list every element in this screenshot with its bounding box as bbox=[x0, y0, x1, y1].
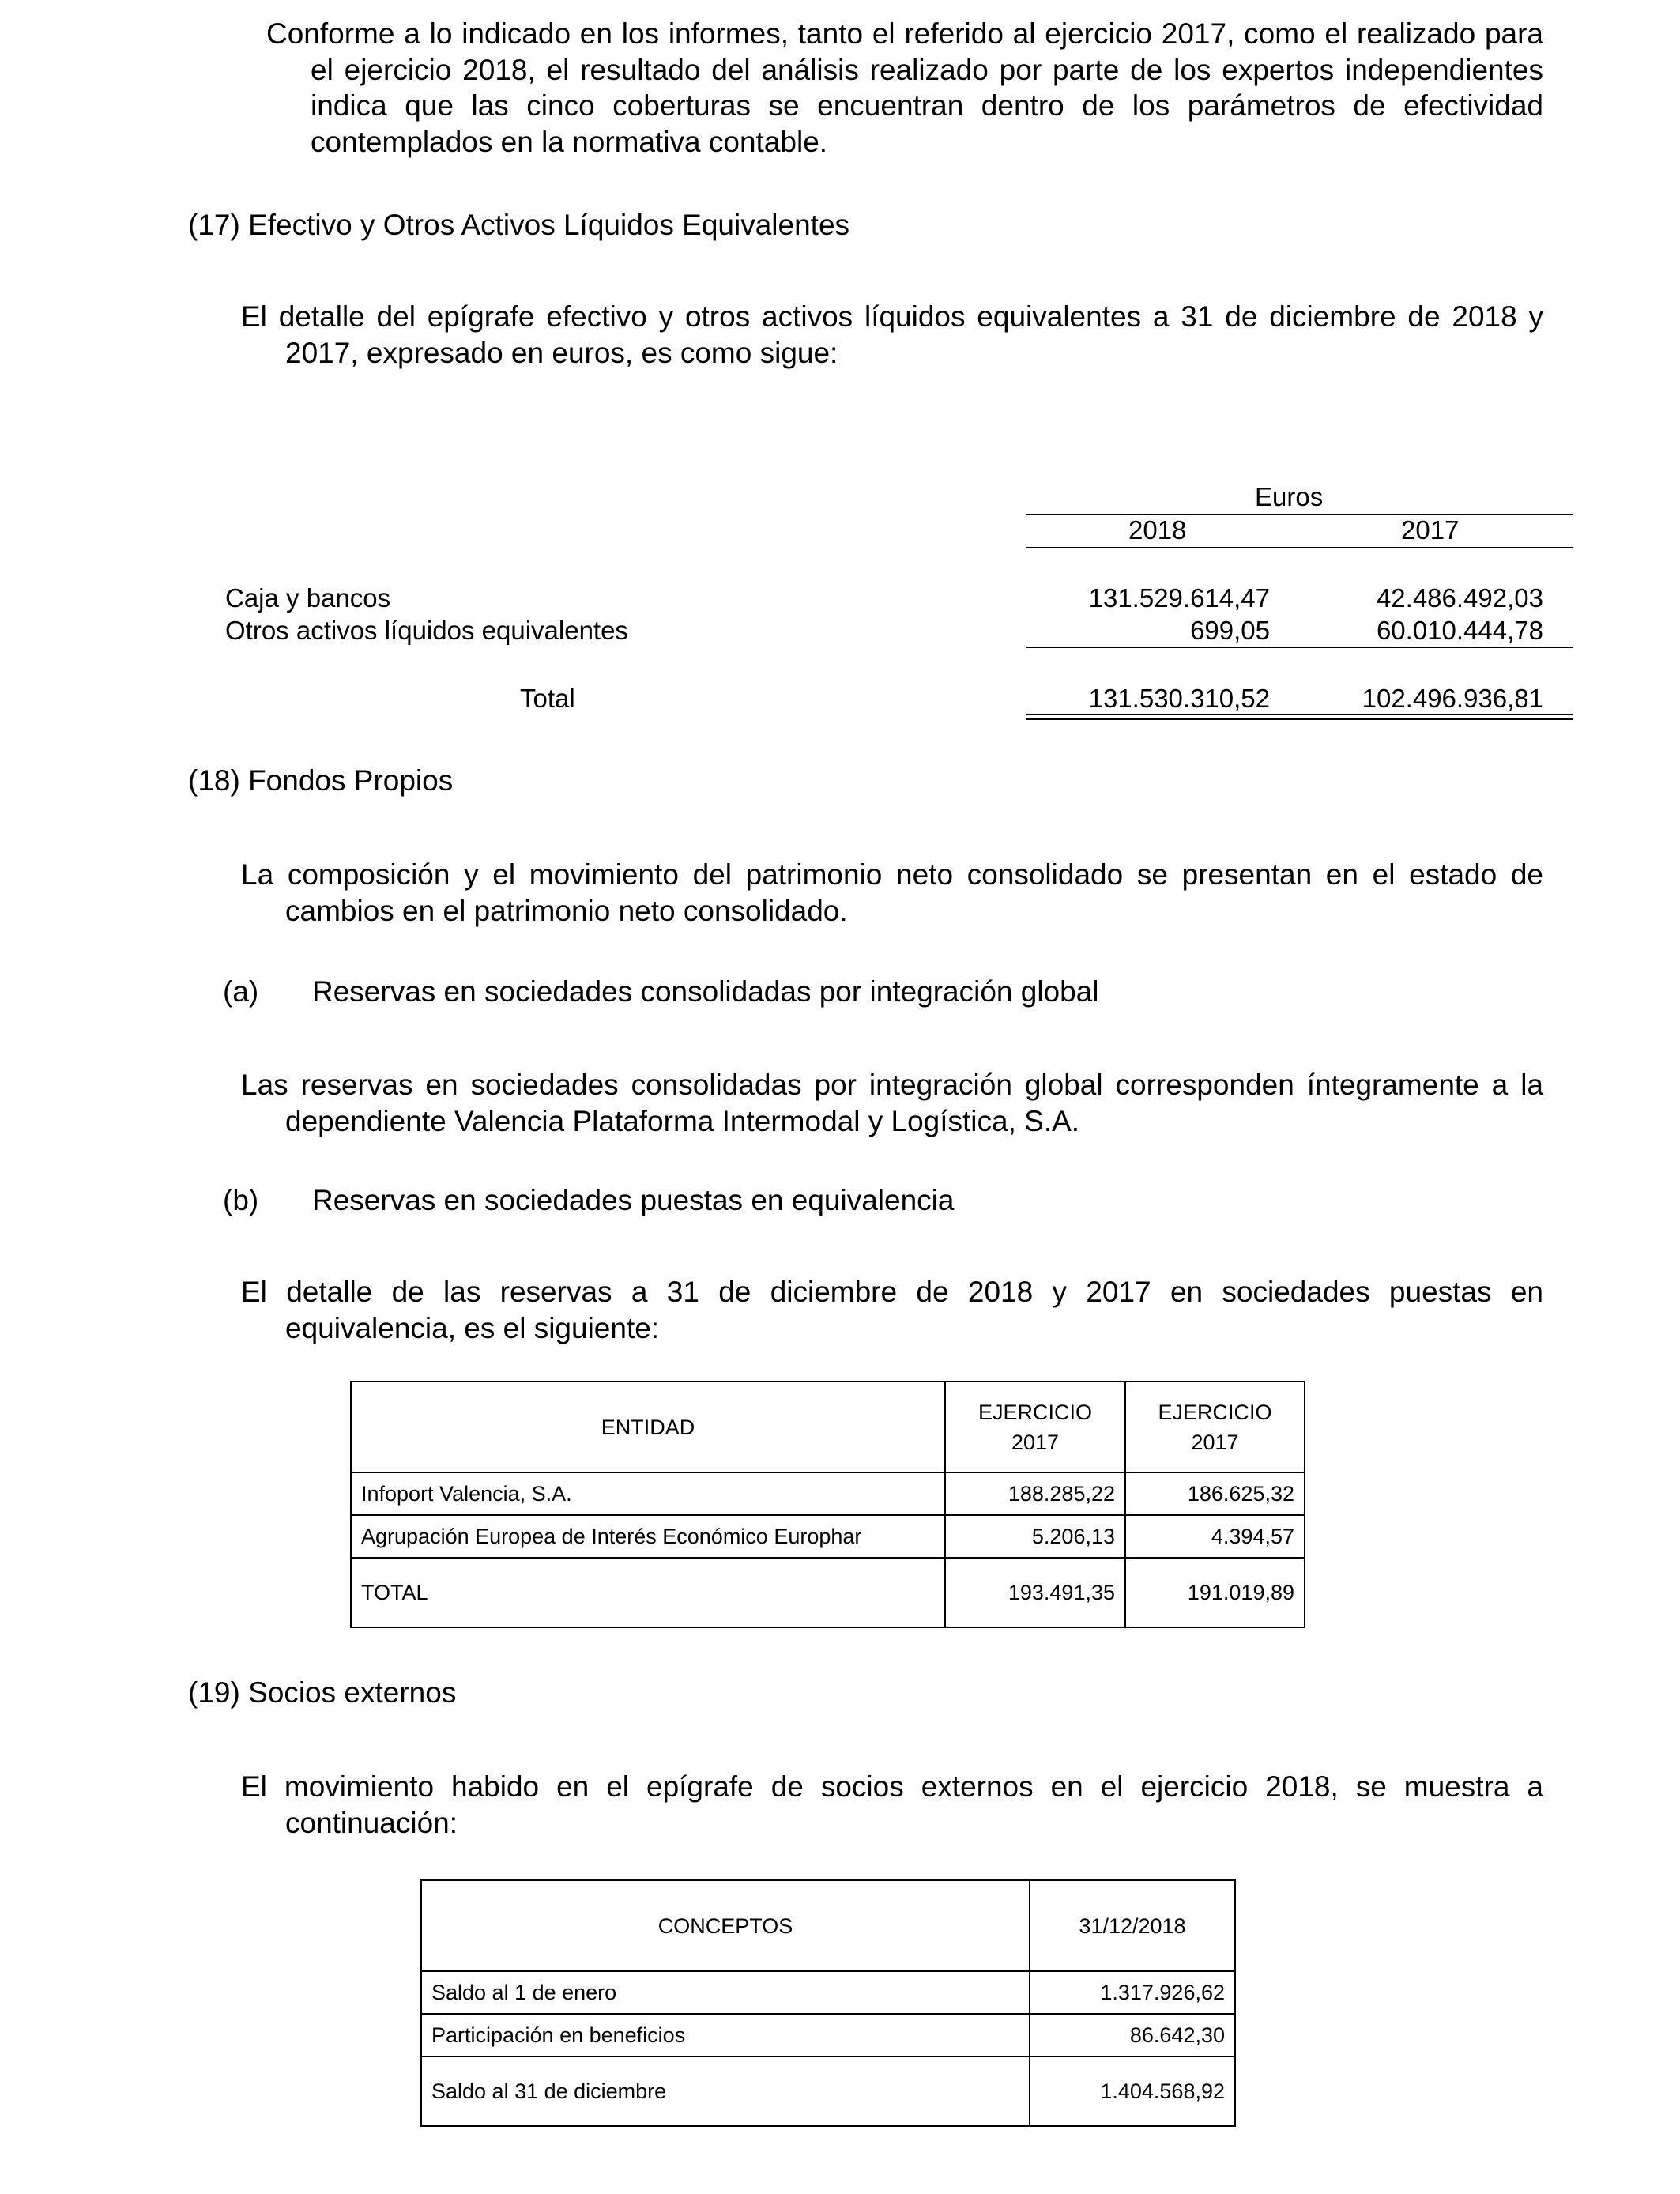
euros-header: Euros bbox=[1255, 482, 1324, 511]
section-19-paragraph: El movimiento habido en el epígrafe de socios externos en el ejercicio 2018, se muestra a continuación: bbox=[241, 1770, 1543, 1839]
total-label: Total bbox=[520, 684, 575, 713]
header-entity: ENTIDAD bbox=[351, 1382, 945, 1472]
concept-cell: Saldo al 31 de diciembre bbox=[421, 2056, 1030, 2126]
reserves-equity-table bbox=[350, 1381, 1305, 1628]
row-value-2018: 699,05 bbox=[1190, 616, 1270, 645]
sub-a-paragraph: Las reservas en sociedades consolidadas por integración global corresponden íntegramente a la dependiente Valencia Plataforma Intermodal y Logística, S.A. bbox=[241, 1069, 1543, 1137]
row-label: Otros activos líquidos equivalentes bbox=[225, 616, 628, 645]
external-partners-table bbox=[420, 1879, 1236, 2127]
value-cell: 186.625,32 bbox=[1125, 1472, 1305, 1515]
euros-rule bbox=[1026, 514, 1573, 515]
value-cell: 86.642,30 bbox=[1030, 2014, 1235, 2056]
year-rule bbox=[1026, 547, 1573, 548]
table-row bbox=[351, 1515, 1305, 1558]
table-row bbox=[421, 2014, 1235, 2056]
sub-b-letter: (b) bbox=[223, 1184, 259, 1216]
header-ejercicio-col2 bbox=[1125, 1382, 1305, 1472]
total-value-cell: 193.491,35 bbox=[945, 1558, 1125, 1627]
section-18-heading: (18) Fondos Propios bbox=[188, 764, 454, 797]
row-value-2017: 60.010.444,78 bbox=[1376, 616, 1543, 645]
total-value-2017: 102.496.936,81 bbox=[1362, 684, 1543, 713]
concept-cell: Participación en beneficios bbox=[421, 2014, 1030, 2056]
row-label: Caja y bancos bbox=[225, 583, 391, 613]
header-col2-line2: 2017 bbox=[1191, 1430, 1239, 1454]
table-row bbox=[421, 2056, 1235, 2126]
header-col1-line1: EJERCICIO bbox=[977, 1400, 1093, 1424]
row-value-2017: 42.486.492,03 bbox=[1376, 583, 1543, 613]
section-17-heading: (17) Efectivo y Otros Activos Líquidos Equivalentes bbox=[188, 209, 850, 241]
entity-cell: Agrupación Europea de Interés Económico Europhar bbox=[351, 1515, 945, 1558]
section-18-paragraph: La composición y el movimiento del patrimonio neto consolidado se presentan en el estado de cambios en el patrimonio neto consolidado. bbox=[241, 858, 1543, 927]
header-col1-line2: 2017 bbox=[1011, 1430, 1060, 1454]
total-double-rule-top bbox=[1026, 714, 1573, 715]
table-row bbox=[421, 1971, 1235, 2014]
total-value-2018: 131.530.310,52 bbox=[1088, 684, 1270, 713]
concept-cell: Saldo al 1 de enero bbox=[421, 1971, 1030, 2014]
header-concepts: CONCEPTOS bbox=[421, 1880, 1030, 1971]
header-date: 31/12/2018 bbox=[1030, 1880, 1235, 1971]
row-value-2018: 131.529.614,47 bbox=[1088, 583, 1270, 613]
total-double-rule-bottom bbox=[1026, 718, 1573, 720]
total-value-cell: 191.019,89 bbox=[1125, 1558, 1305, 1627]
subtotal-rule bbox=[1026, 647, 1573, 648]
value-cell: 1.404.568,92 bbox=[1030, 2056, 1235, 2126]
col-2017-header: 2017 bbox=[1401, 515, 1460, 545]
header-col2-line1: EJERCICIO bbox=[1158, 1400, 1272, 1424]
section-17-paragraph: El detalle del epígrafe efectivo y otros activos líquidos equivalentes a 31 de diciembre de 2018 y 2017, expresado en euros, es como sigue: bbox=[241, 300, 1543, 369]
col-2018-header: 2018 bbox=[1128, 515, 1187, 545]
header-ejercicio-col1 bbox=[945, 1382, 1125, 1472]
table-total-row bbox=[351, 1558, 1305, 1627]
entity-cell: Infoport Valencia, S.A. bbox=[351, 1472, 945, 1515]
value-cell: 4.394,57 bbox=[1125, 1515, 1305, 1558]
value-cell: 5.206,13 bbox=[945, 1515, 1125, 1558]
sub-b-paragraph: El detalle de las reservas a 31 de diciembre de 2018 y 2017 en sociedades puestas en equivalencia, es el siguiente: bbox=[241, 1276, 1543, 1344]
table-row bbox=[351, 1472, 1305, 1515]
sub-a-letter: (a) bbox=[223, 975, 259, 1008]
sub-b-title: Reservas en sociedades puestas en equivalencia bbox=[312, 1184, 955, 1216]
sub-a-title: Reservas en sociedades consolidadas por integración global bbox=[312, 975, 1099, 1008]
value-cell: 1.317.926,62 bbox=[1030, 1971, 1235, 2014]
section-19-heading: (19) Socios externos bbox=[188, 1676, 457, 1709]
intro-paragraph: Conforme a lo indicado en los informes, tanto el referido al ejercicio 2017, como el realizado para el ejercicio 2018, el resultado del análisis realizado por parte de los expertos independientes indica que las cinco coberturas se encuentran dentro de los parámetros de efectividad contemplados en la normativa contable. bbox=[266, 17, 1543, 158]
value-cell: 188.285,22 bbox=[945, 1472, 1125, 1515]
total-entity-cell: TOTAL bbox=[351, 1558, 945, 1627]
